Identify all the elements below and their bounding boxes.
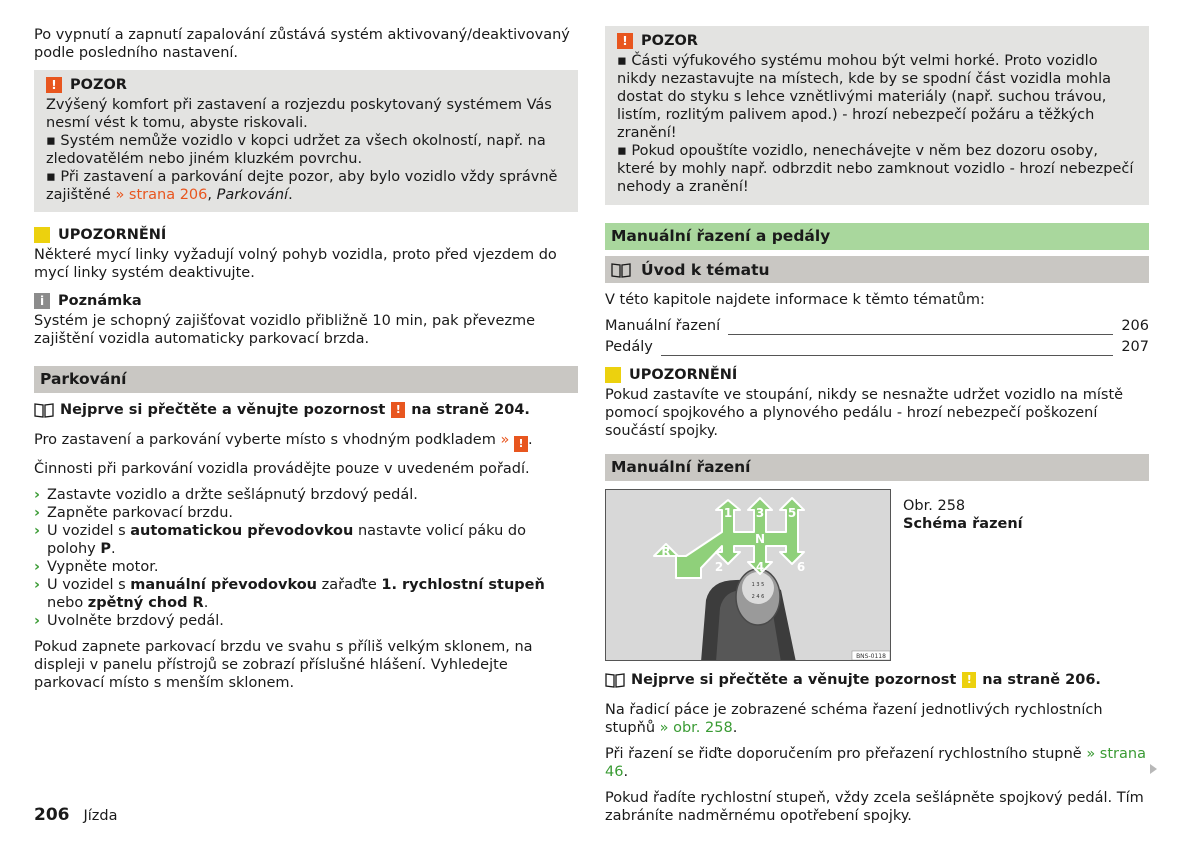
notice-icon: ! [605, 367, 621, 383]
chevron-right-icon: › [34, 505, 40, 521]
list-item: › U vozidel s automatickou převodovkou nastavte volicí páku do polohy P. [34, 523, 526, 557]
list-item: › Zastavte vozidlo a držte sešlápnutý brzdový pedál. [34, 487, 418, 503]
chevron-right-icon: › [34, 523, 40, 539]
list-item: › Uvolněte brzdový pedál. [34, 613, 224, 629]
figure-caption [903, 489, 1023, 661]
section-heading-manual: Manuální řazení [605, 454, 1149, 481]
chevron-right-icon: › [34, 559, 40, 575]
gear-label-n: N [754, 532, 766, 546]
info-icon: i [34, 293, 50, 309]
list-item: › Zapněte parkovací brzdu. [34, 505, 234, 521]
book-icon [611, 262, 631, 278]
warning-exclamation-icon: ! [391, 402, 405, 418]
chevron-right-icon: › [34, 613, 40, 629]
scheme-text: Na řadicí páce je zobrazené schéma řazení jednotlivých rychlostních stupňů » obr. 258. [605, 702, 1103, 736]
warning-exclamation-icon: ! [514, 436, 528, 452]
book-icon [605, 672, 625, 688]
select-place-text: Pro zastavení a parkování vyberte místo s vhodným podkladem » ! . [34, 432, 533, 450]
caution-heading: POZOR [70, 77, 127, 93]
section-heading-parking: Parkování [34, 366, 578, 393]
gear-label-2: 2 [714, 560, 724, 574]
caution-text-2: ▪ Systém nemůže vozidlo v kopci udržet za všech okolností, např. na zledovatělém nebo jiném kluzkém povrchu. [46, 133, 546, 167]
warning-exclamation-icon: ! [617, 33, 633, 49]
toc-label: Pedály [605, 339, 653, 355]
toc-page: 206 [1121, 318, 1149, 334]
notice-icon: ! [34, 227, 50, 243]
notice-text: Některé mycí linky vyžadují volný pohyb vozidla, proto před vjezdem do mycí linky systém deaktivujte. [34, 247, 557, 281]
notice-icon: ! [962, 672, 976, 688]
caution-text-3: ▪ Při zastavení a parkování dejte pozor, aby bylo vozidlo vždy správně zajištěné » strana 206, Parkování. [46, 169, 558, 203]
knob-bottom-label: 2 4 6 [751, 594, 765, 600]
caution-box [605, 26, 1149, 205]
gear-label-6: 6 [796, 560, 806, 574]
caution-heading: POZOR [641, 33, 698, 49]
list-item: › U vozidel s manuální převodovkou zařaďte 1. rychlostní stupeň nebo zpětný chod R. [34, 577, 545, 611]
topic-intro-heading: Úvod k tématu [605, 256, 1149, 283]
order-text: Činnosti při parkování vozidla provádějte pouze v uvedeném pořadí. [34, 461, 530, 477]
right-column [605, 26, 1149, 833]
next-page-arrow-icon [1150, 764, 1157, 774]
notice-text: Pokud zastavíte ve stoupání, nikdy se nesnažte udržet vozidlo na místě pomocí spojkového a plynového pedálu - hrozí nebezpečí poškození součástí spojky. [605, 387, 1124, 439]
gear-label-4: 4 [755, 560, 765, 574]
topic-text: V této kapitole najdete informace k těmto tématům: [605, 292, 985, 308]
toc-page: 207 [1121, 339, 1149, 355]
figure-link[interactable]: » obr. 258 [659, 720, 733, 736]
chevron-right-icon: › [34, 487, 40, 503]
book-icon [34, 402, 54, 418]
figure-code: BNS-0118 [856, 653, 886, 660]
slope-text: Pokud zapnete parkovací brzdu ve svahu s příliš velkým sklonem, na displeji v panelu přístrojů se zobrazí příslušné hlášení. Vyhledejte parkovací místo s menším sklonem. [34, 639, 533, 691]
read-first-note: Nejprve si přečtěte a věnujte pozornost ! na straně 204. [34, 401, 578, 419]
gear-label-5: 5 [787, 506, 797, 520]
figure-block [605, 489, 1149, 661]
caution-text-1: Zvýšený komfort při zastavení a rozjezdu poskytovaný systémem Vás nesmí vést k tomu, abyste riskovali. [46, 97, 552, 131]
section-name: Jízda [83, 808, 118, 824]
inline-link[interactable]: » [500, 432, 510, 448]
page-number: 206 [34, 805, 70, 825]
chapter-heading: Manuální řazení a pedály [605, 223, 1149, 250]
intro-paragraph: Po vypnutí a zapnutí zapalování zůstává systém aktivovaný/deaktivovaný podle posledního nastavení. [34, 27, 570, 61]
note-header: i Poznámka [34, 292, 578, 310]
notice-header: ! UPOZORNĚNÍ [605, 366, 1149, 384]
page-link[interactable]: » strana 46 [605, 746, 1146, 780]
caution-box [34, 70, 578, 212]
page-link[interactable]: » strana 206 [115, 187, 208, 203]
read-first-note: Nejprve si přečtěte a věnujte pozornost ! na straně 206. [605, 671, 1149, 689]
figure-title: Schéma řazení [903, 516, 1023, 532]
toc-row[interactable] [605, 317, 1149, 335]
figure-number: Obr. 258 [903, 498, 966, 514]
knob-top-label: 1 3 5 [751, 582, 765, 588]
caution-text-2: ▪ Pokud opouštíte vozidlo, nenechávejte v něm bez dozoru osoby, které by mohly např. odbrzdit nebo zamknout vozidlo - hrozí nebezpečí nehody a zranění! [617, 143, 1134, 195]
toc-label: Manuální řazení [605, 318, 721, 334]
gear-label-r: R [661, 545, 671, 559]
note-text: Systém je schopný zajišťovat vozidlo přibližně 10 min, pak převezme zajištění vozidla automaticky parkovací brzda. [34, 313, 536, 347]
list-item: › Vypněte motor. [34, 559, 159, 575]
gear-label-3: 3 [755, 506, 765, 520]
gear-diagram [606, 490, 891, 661]
steps-list [34, 486, 578, 630]
shift-text: Při řazení se řiďte doporučením pro přeřazení rychlostního stupně » strana 46. [605, 746, 1146, 780]
notice-header: ! UPOZORNĚNÍ [34, 226, 578, 244]
toc-row[interactable] [605, 338, 1149, 356]
page-footer [34, 806, 118, 825]
warning-exclamation-icon: ! [46, 77, 62, 93]
left-column [34, 26, 578, 700]
caution-text-1: ▪ Části výfukového systému mohou být velmi horké. Proto vozidlo nikdy nezastavujte na místech, kde by se spodní část vozidla mohla dostat do styku s lehce vznětlivými materiály (např. suchou trávou, listím, rozlitým palivem apod.) - hrozí nebezpečí požáru a těžkých zranění! [617, 53, 1112, 141]
clutch-text: Pokud řadíte rychlostní stupeň, vždy zcela sešlápněte spojkový pedál. Tím zabráníte nadměrnému opotřebení spojky. [605, 790, 1144, 824]
chevron-right-icon: › [34, 577, 40, 593]
gear-label-1: 1 [723, 506, 733, 520]
gear-shift-figure [605, 489, 891, 661]
